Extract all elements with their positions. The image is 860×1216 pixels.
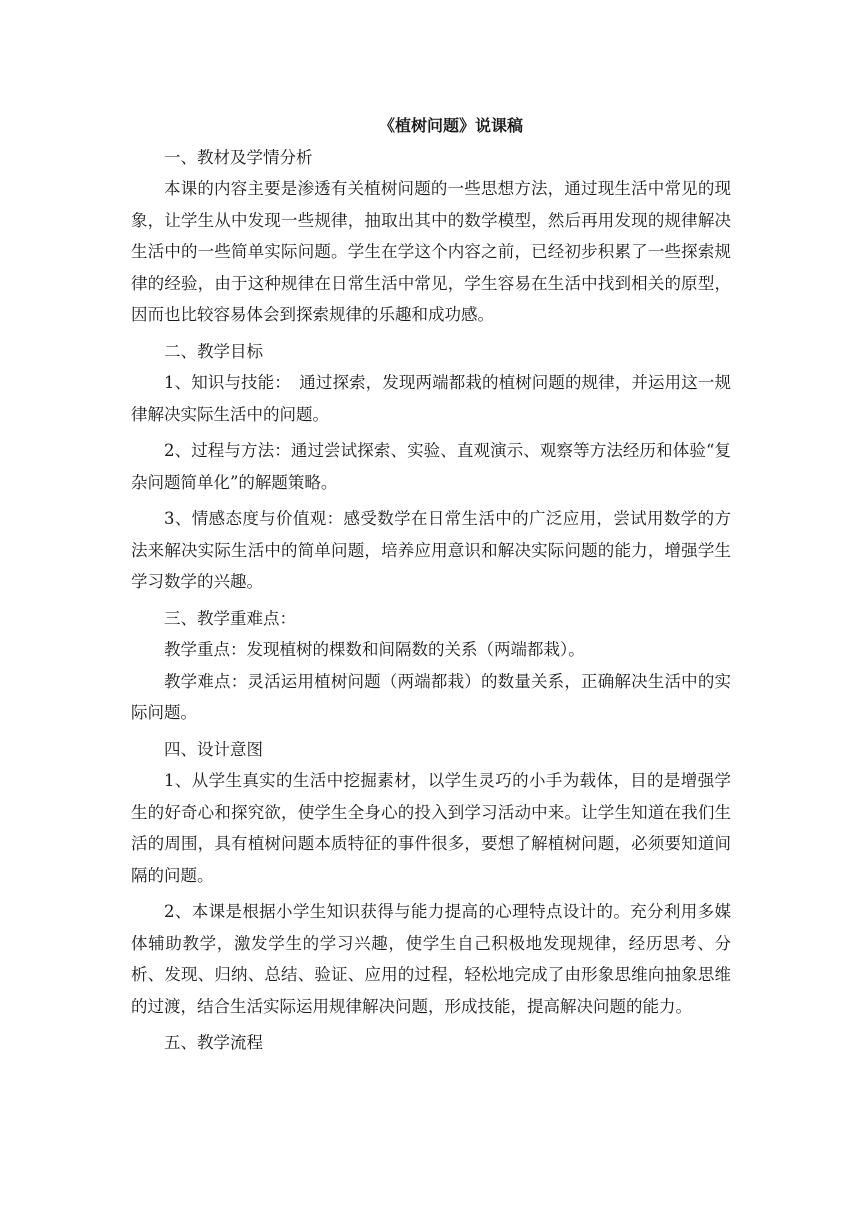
key-point: 教学重点：发现植树的棵数和间隔数的关系（两端都栽）。 — [164, 640, 585, 659]
objective-knowledge-skills: 1、知识与技能： 通过探索，发现两端都栽的植树问题的规律，并运用这一规律解决实际生活中的问题。 — [131, 373, 731, 424]
document-body — [131, 110, 731, 1059]
difficult-point: 教学难点：灵活运用植树问题（两端都栽）的数量关系，正确解决生活中的实际问题。 — [131, 671, 731, 722]
section-heading-3: 三、教学重难点： — [164, 608, 296, 628]
section-1-paragraph: 本课的内容主要是渗透有关植树问题的一些思想方法，通过现生活中常见的现象，让学生从中发现一些规律，抽取出其中的数学模型，然后再用发现的规律解决生活中的一些简单实际问题。学生在学这个内容之前，已经初步积累了一些探索规律的经验，由于这种规律在日常生活中常见，学生容易在生活中找到相关的原型，因而也比较容易体会到探索规律的乐趣和成功感。 — [131, 179, 731, 324]
objective-process-methods: 2、过程与方法：通过尝试探索、实验、直观演示、观察等方法经历和体验“复杂问题简单化”的解题策略。 — [131, 441, 731, 492]
design-intent-1: 1、从学生真实的生活中挖掘素材，以学生灵巧的小手为载体，目的是增强学生的好奇心和探究欲，使学生全身心的投入到学习活动中来。让学生知道在我们生活的周围，具有植树问题本质特征的事件很多，要想了解植树问题，必须要知道间隔的问题。 — [131, 771, 731, 885]
document-title: 《植树问题》说课稿 — [378, 116, 523, 135]
objective-attitude-values: 3、情感态度与价值观：感受数学在日常生活中的广泛应用，尝试用数学的方法来解决实际生活中的简单问题，培养应用意识和解决实际问题的能力，增强学生学习数学的兴趣。 — [131, 509, 731, 591]
section-heading-5: 五、教学流程 — [164, 1033, 263, 1052]
section-heading-2: 二、教学目标 — [164, 341, 263, 361]
section-heading-4: 四、设计意图 — [164, 739, 263, 759]
section-heading-1: 一、教材及学情分析 — [164, 147, 313, 167]
design-intent-2: 2、本课是根据小学生知识获得与能力提高的心理特点设计的。充分利用多媒体辅助教学，激发学生的学习兴趣，使学生自己积极地发现规律，经历思考、分析、发现、归纳、总结、验证、应用的过程，轻松地完成了由形象思维向抽象思维的过渡，结合生活实际运用规律解决问题，形成技能，提高解决问题的能力。 — [131, 902, 731, 1016]
